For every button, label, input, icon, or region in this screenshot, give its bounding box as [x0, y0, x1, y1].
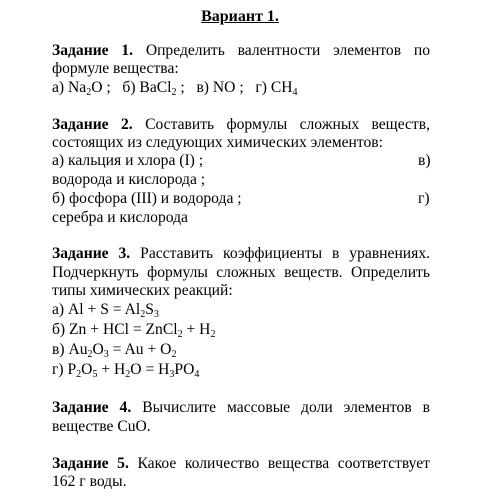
equation-a: а) $Al + S = Al_2S_3$ [52, 301, 159, 320]
task3-line3: типы химических реакций: [52, 282, 233, 299]
task2-label: Задание 2. [52, 116, 133, 133]
task2-line6: серебра и кислорода [52, 209, 188, 226]
task1-label: Задание 1. [52, 42, 134, 59]
task4-line2: веществе CuO. [52, 418, 151, 435]
task2-line4: водорода и кислорода ; [52, 171, 206, 188]
task5-line2: 162 г воды. [52, 473, 127, 490]
equation-b: б) Zn + HCl = ZnCl$_2$ + $H_2$ [52, 321, 216, 340]
task3-line2: Подчеркнуть формулы сложных веществ. Определить [52, 264, 430, 281]
equation-c: в) $Au_2O_3 = Au + O_2$ [52, 341, 177, 360]
task2-line3: а) кальция и хлора (I) ; [52, 152, 204, 169]
task2-line5: б) фосфора (III) и водорода ; [52, 190, 242, 207]
task1-items [52, 79, 298, 97]
task5-label: Задание 5. [52, 455, 129, 472]
equation-d: г) $P_2O_5 + H_2O = H_3PO_4$ [52, 361, 200, 380]
task1-line1 [52, 42, 430, 60]
task4-line1 [52, 399, 430, 417]
task4-label: Задание 4. [52, 399, 132, 416]
task2-line3-right: в) [418, 152, 431, 169]
task2-line1 [52, 116, 430, 134]
task2-text1: Составить формулы сложных веществ, [145, 116, 430, 133]
task3-line1 [52, 245, 430, 263]
task1-item-d: г) $CH_4$ [255, 79, 298, 98]
task5-text1: Какое количество вещества соответствует [137, 455, 430, 472]
task3-label: Задание 3. [52, 245, 131, 262]
task1-line2: формуле вещества: [52, 60, 179, 77]
task1-item-c: в) NO ; [196, 79, 244, 96]
task5-line1 [52, 455, 430, 473]
page-title: Вариант 1. [201, 8, 279, 25]
task2-line5-right: г) [418, 190, 430, 207]
task2-line2: состоящих из следующих химических элементов: [52, 134, 384, 151]
task3-text1: Расставить коэффициенты в уравнениях. [140, 245, 431, 262]
task1-item-a: а) $Na_2O$ ; [52, 79, 111, 98]
task1-text1: Определить валентности элементов по [145, 42, 430, 59]
task1-item-b: б) BaCl$_2$ ; [122, 79, 185, 98]
task4-text1: Вычислите массовые доли элементов в [142, 399, 430, 416]
